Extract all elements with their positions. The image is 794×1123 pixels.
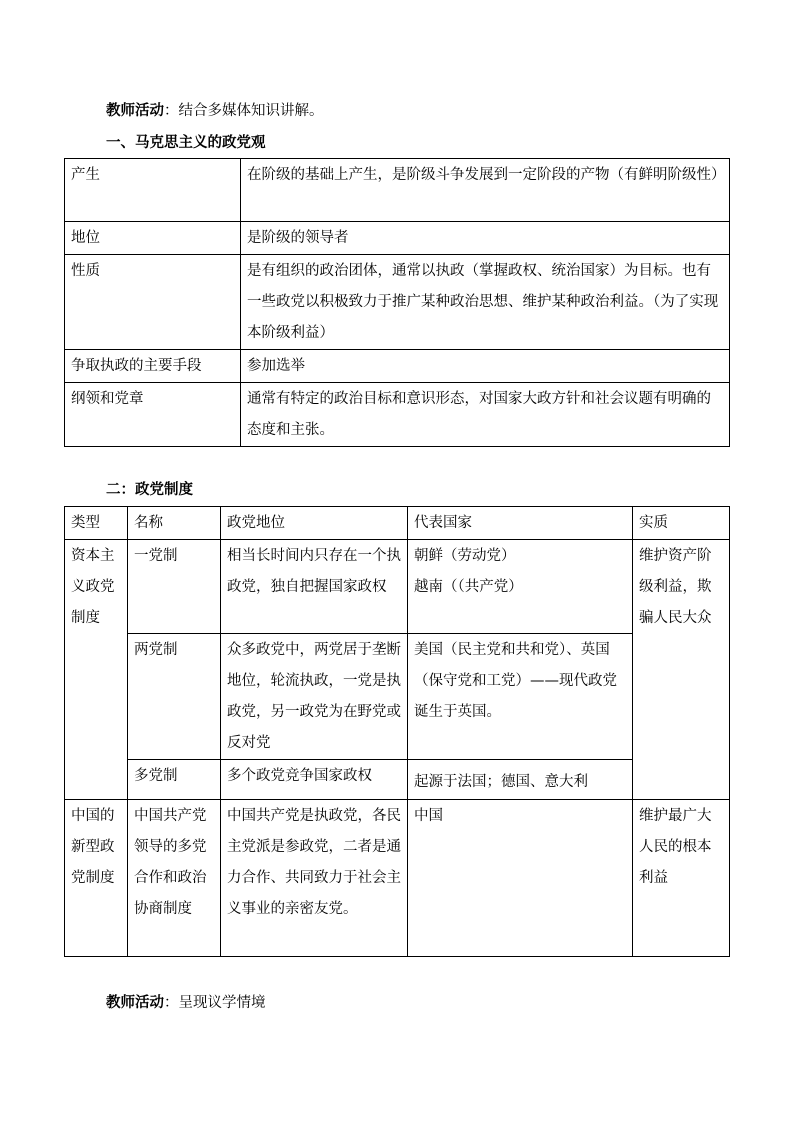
teacher-activity-label: 教师活动 [106,995,164,1011]
one-party-countries [408,540,633,634]
table-cell-key: 地位 [65,222,241,255]
china-countries-cell: 中国 [408,800,633,957]
multi-party-status: 多个政党竞争国家政权 [221,760,408,800]
party-system-table [64,506,730,957]
china-name-cell: 中国共产党领导的多党合作和政治协商制度 [128,800,221,957]
table-cell-value: 参加选举 [241,350,730,383]
table-cell-key: 产生 [65,159,241,222]
table-cell-value: 通常有特定的政治目标和意识形态，对国家大政方针和社会议题有明确的态度和主张。 [241,383,730,447]
header-type: 类型 [65,507,128,540]
teacher-activity-sep: ： [164,995,179,1011]
table-row [65,383,730,447]
capitalist-essence-cell: 维护资产阶级利益，欺骗人民大众 [633,540,730,800]
teacher-activity-text: 结合多媒体知识讲解。 [178,103,324,119]
china-type-cell: 中国的新型政党制度 [65,800,128,957]
section-2-title: 二：政党制度 [106,482,193,498]
one-party-status: 相当长时间内只存在一个执政党，独自把握国家政权 [221,540,408,634]
china-status-cell: 中国共产党是执政党，各民主党派是参政党，二者是通力合作、共同致力于社会主义事业的亲密友党。 [221,800,408,957]
teacher-activity-label: 教师活动 [106,103,164,119]
table-row [65,800,730,957]
table-cell-value: 是有组织的政治团体，通常以执政（掌握政权、统治国家）为目标。也有一些政党以积极致力于推广某种政治思想、维护某种政治利益。（为了实现本阶级利益） [241,255,730,350]
table-row [65,255,730,350]
two-party-countries: 美国（民主党和共和党）、英国（保守党和工党）——现代政党诞生于英国。 [408,634,633,760]
table-cell-key: 性质 [65,255,241,350]
country-line: 朝鲜（劳动党） [414,548,516,564]
teacher-activity-text: 呈现议学情境 [178,995,266,1011]
header-essence: 实质 [633,507,730,540]
china-essence-cell: 维护最广大人民的根本利益 [633,800,730,957]
teacher-activity-1 [106,101,324,121]
table-row [65,634,730,760]
one-party-name: 一党制 [128,540,221,634]
table-cell-key: 争取执政的主要手段 [65,350,241,383]
two-party-name: 两党制 [128,634,221,760]
header-countries: 代表国家 [408,507,633,540]
table-row [65,222,730,255]
capitalist-type-cell: 资本主义政党制度 [65,540,128,800]
section-1-title: 一、马克思主义的政党观 [106,135,266,151]
table-cell-value: 在阶级的基础上产生，是阶级斗争发展到一定阶段的产物（有鲜明阶级性） [241,159,730,222]
table-cell-value: 是阶级的领导者 [241,222,730,255]
two-party-status: 众多政党中，两党居于垄断地位，轮流执政，一党是执政党，另一政党为在野党或反对党 [221,634,408,760]
multi-party-countries: 起源于法国；德国、意大利 [408,760,633,800]
multi-party-name: 多党制 [128,760,221,800]
teacher-activity-sep: ： [164,103,179,119]
table-cell-key: 纲领和党章 [65,383,241,447]
table-row [65,159,730,222]
table-header-row [65,507,730,540]
teacher-activity-2 [106,993,266,1013]
header-name: 名称 [128,507,221,540]
table-row [65,760,730,800]
party-view-table [64,158,730,447]
table-row [65,350,730,383]
table-row [65,540,730,634]
header-status: 政党地位 [221,507,408,540]
country-line: 越南（（共产党） [414,579,523,595]
